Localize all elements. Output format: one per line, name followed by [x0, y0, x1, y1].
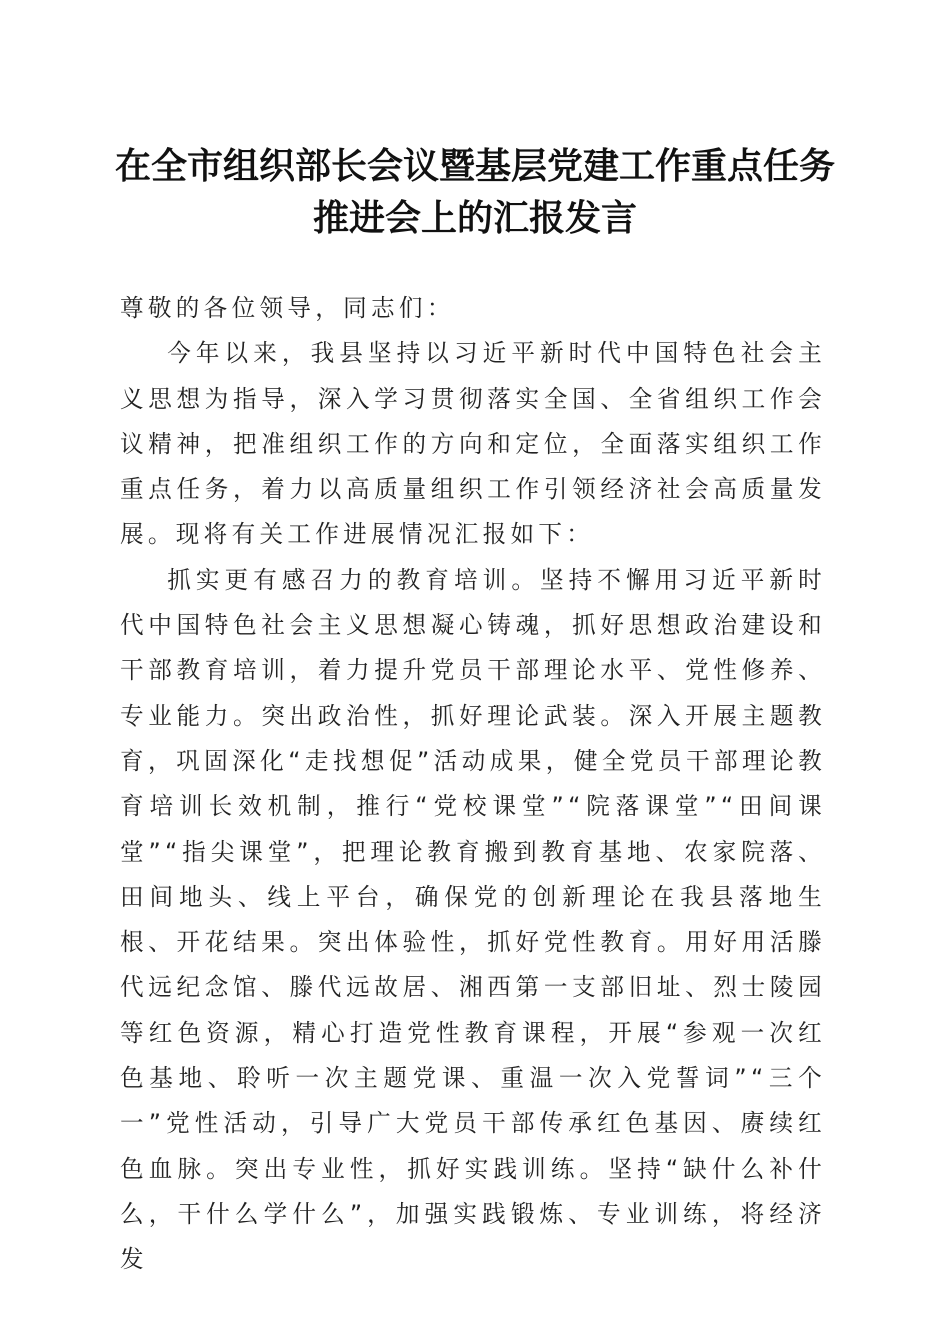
document-body	[120, 286, 826, 1283]
document-title-line-2: 推进会上的汇报发言	[312, 197, 637, 239]
paragraph-education-training: 抓实更有感召力的教育培训。坚持不懈用习近平新时代中国特色社会主义思想凝心铸魂，抓好思想政治建设和干部教育培训，着力提升党员干部理论水平、党性修养、专业能力。突出政治性，抓好理论武装。深入开展主题教育，巩固深化“走找想促”活动成果，健全党员干部理论教育培训长效机制，推行“党校课堂”“院落课堂”“田间课堂”“指尖课堂”，把理论教育搬到教育基地、农家院落、田间地头、线上平台，确保党的创新理论在我县落地生根、开花结果。突出体验性，抓好党性教育。用好用活滕代远纪念馆、滕代远故居、湘西第一支部旧址、烈士陵园等红色资源，精心打造党性教育课程，开展“参观一次红色基地、聆听一次主题党课、重温一次入党誓词”“三个一”党性活动，引导广大党员干部传承红色基因、赓续红色血脉。突出专业性，抓好实践训练。坚持“缺什么补什么，干什么学什么”，加强实践锻炼、专业训练，将经济发	[120, 565, 826, 1274]
paragraph-intro: 今年以来，我县坚持以习近平新时代中国特色社会主义思想为指导，深入学习贯彻落实全国、全省组织工作会议精神，把准组织工作的方向和定位，全面落实组织工作重点任务，着力以高质量组织工作引领经济社会高质量发展。现将有关工作进展情况汇报如下：	[120, 339, 826, 549]
document-title-line-1: 在全市组织部长会议暨基层党建工作重点任务	[114, 145, 835, 187]
salutation: 尊敬的各位领导，同志们：	[120, 294, 455, 322]
